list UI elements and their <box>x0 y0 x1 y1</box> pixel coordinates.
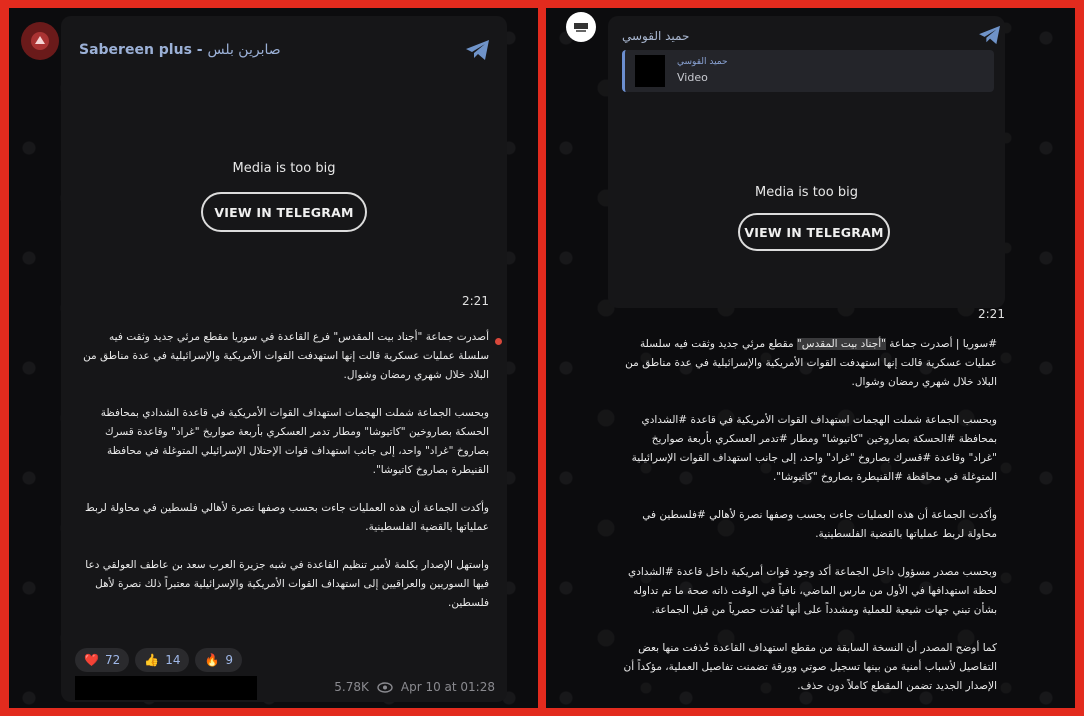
fire-icon: 🔥 <box>204 653 220 667</box>
eye-icon <box>377 682 393 693</box>
post-date: Apr 10 at 01:28 <box>400 680 495 694</box>
paragraph: كما أوضح المصدر أن النسخة السابقة من مقطع استهداف القاعدة حُذفت منها بعض التفاصيل لأسباب أمنية من بينها تسجيل صوتي وورقة تضمنت تفاصيل العملية، مؤكداً أن الإصدار الجديد تضمن المقطع كاملاً دون حذف. <box>623 642 997 692</box>
post-text-left <box>83 328 489 632</box>
paragraph: وبحسب مصدر مسؤول داخل الجماعة أكد وجود قوات أمريكية داخل قاعدة #الشدادي لحظة استهدافها في الأول من مارس الماضي، نافياً في الوقت ذاته صحة ما تم تداوله بشأن تبني جهات شيعية للعملية ومشدداً على أنها نُفذت حصرياً من قبل الجماعة. <box>627 566 997 616</box>
channel-name-en: Sabereen plus <box>79 42 192 58</box>
reaction-heart[interactable] <box>75 648 129 672</box>
channel-title-left[interactable] <box>79 42 281 58</box>
reaction-thumbs-up[interactable] <box>135 648 189 672</box>
reaction-fire[interactable] <box>195 648 242 672</box>
heart-icon: ❤️ <box>84 653 99 667</box>
reaction-count: 14 <box>165 653 181 667</box>
video-duration: 2:21 <box>462 294 489 308</box>
channel-name-ar: صابرين بلس <box>207 42 281 58</box>
reply-author: حميد القوسي <box>677 57 728 67</box>
post-card-left <box>61 16 507 702</box>
reply-preview[interactable] <box>622 50 994 92</box>
avatar-icon <box>29 30 51 52</box>
media-too-big-text: Media is too big <box>232 161 336 176</box>
reactions-bar <box>75 648 242 672</box>
right-telegram-post-panel <box>546 8 1075 708</box>
paragraph: وبحسب الجماعة شملت الهجمات استهداف القوات الأمريكية في قاعدة الشدادي بمحافظة الحسكة بصاروخين "كاتيوشا" ومطار تدمر العسكري بأربعة صواريخ "غراد" وقاعدة قسرك بصاروخ "غراد" واحد، إلى جانب استهداف قوات الإحتلال الإسرائيلي المتوغلة في محافظة القنيطرة بصاروخ كاتيوشا". <box>100 407 489 476</box>
thumbs-up-icon: 👍 <box>144 653 160 667</box>
channel-separator: - <box>196 42 203 58</box>
left-telegram-post-panel <box>9 8 538 708</box>
paragraph: أصدرت جماعة "أجناد بيت المقدس" فرع القاعدة في سوريا مقطع مرئي جديد وثقت فيه سلسلة عمليات عسكرية قالت إنها استهدفت القوات الأمريكية والإسرائيلية في عدة مناطق من البلاد خلال شهري رمضان وشوال. <box>83 331 489 381</box>
view-count: 5.78K <box>334 680 369 694</box>
channel-avatar-right[interactable] <box>566 12 596 42</box>
video-duration: 2:21 <box>978 307 1005 321</box>
paragraph: وبحسب الجماعة شملت الهجمات استهداف القوات الأمريكية في قاعدة #الشدادي بمحافظة #الحسكة بصاروخين "كاتيوشا" ومطار #تدمر العسكري بأربعة صواريخ "غراد" وقاعدة #قسرك بصاروخ "غراد" واحد، إلى جانب استهداف القوات الإسرائيلية المتوغلة في محافظة #القنيطرة بصاروخ "كاتيوشا". <box>631 414 997 483</box>
paragraph: واستهل الإصدار بكلمة لأمير تنظيم القاعدة في شبه جزيرة العرب سعد بن عاطف العولقي دعا فيها السوريين والعراقيين إلى استهداف القوات الأمريكية والإسرائيلية معتبراً ذلك نصرة لأهل فلسطين. <box>85 559 489 609</box>
paragraph: وأكدت الجماعة أن هذه العمليات جاءت بحسب وصفها نصرة لأهالي فلسطين في محاولة لربط عملياتها بالقضية الفلسطينية. <box>84 502 489 533</box>
paragraph <box>622 335 997 392</box>
telegram-plane-icon[interactable] <box>465 39 491 61</box>
avatar-icon <box>570 16 592 38</box>
post-text-right <box>622 335 997 715</box>
post-footer <box>334 680 495 694</box>
reply-thumbnail <box>635 55 665 87</box>
media-too-big-text: Media is too big <box>755 185 858 200</box>
channel-title-right[interactable]: حميد القوسي <box>622 29 690 43</box>
text-segment: #سوريا | أصدرت جماعة <box>885 338 997 350</box>
text-segment: مقطع مرئي جديد وثقت فيه سلسلة عمليات عسكرية قالت إنها استهدفت القوات الأمريكية والإسرائيلية في عدة مناطق من البلاد خلال شهري رمضان وشوال. <box>625 338 997 388</box>
highlighted-text: "أجناد بيت المقدس" <box>796 338 886 350</box>
bullet-dot <box>495 338 502 345</box>
paragraph: وأكدت الجماعة أن هذه العمليات جاءت بحسب وصفها نصرة لأهالي #فلسطين في محاولة لربط عملياتها بالقضية الفلسطينية. <box>642 509 997 540</box>
view-in-telegram-button[interactable]: VIEW IN TELEGRAM <box>738 213 890 251</box>
telegram-plane-icon[interactable] <box>978 25 1002 45</box>
view-in-telegram-button[interactable]: VIEW IN TELEGRAM <box>201 192 367 232</box>
redacted-block <box>75 676 257 700</box>
reaction-count: 72 <box>104 653 121 667</box>
channel-avatar-left[interactable] <box>21 22 59 60</box>
post-card-right <box>608 16 1005 321</box>
reply-media-type: Video <box>677 71 708 84</box>
reaction-count: 9 <box>225 653 234 667</box>
